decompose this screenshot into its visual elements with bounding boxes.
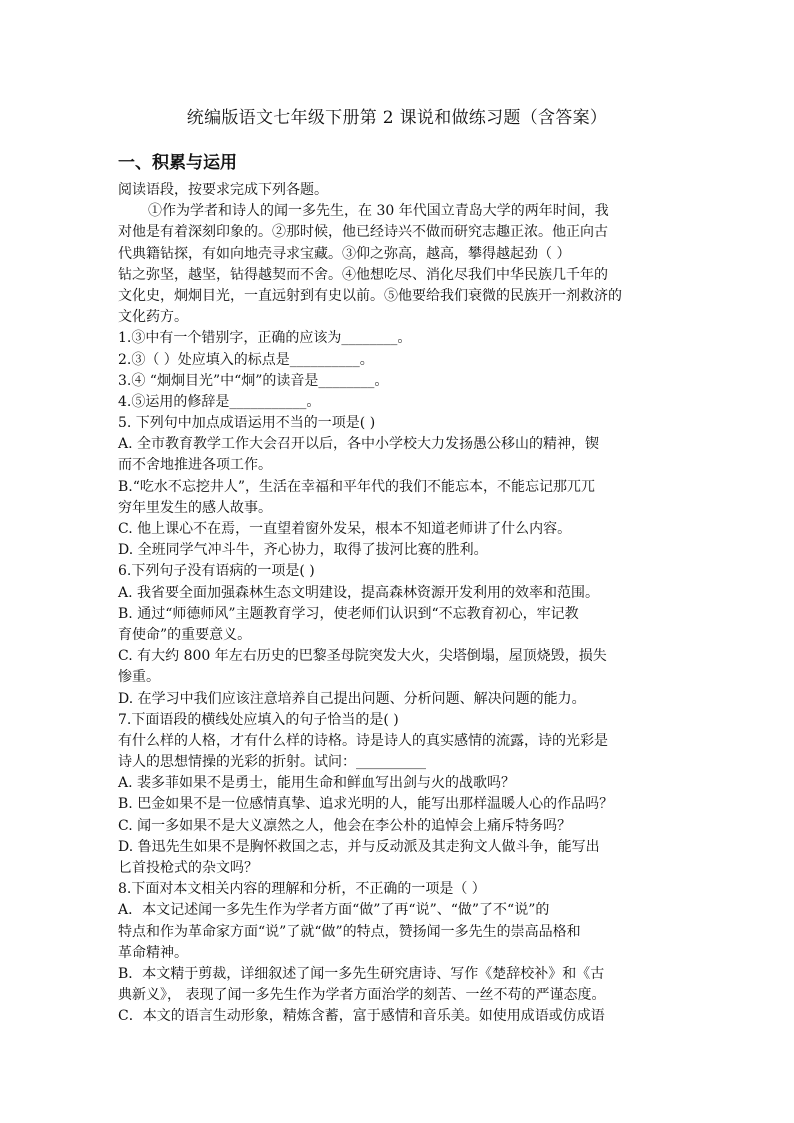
option-line: B．本文精于剪裁，详细叙述了闻一多先生研究唐诗、写作《楚辞校补》和《古 [118, 965, 605, 982]
option-line: A. 裴多菲如果不是勇士，能用生命和鲜血写出剑与火的战歌吗？ [118, 775, 516, 792]
option-line: 穷年里发生的感人故事。 [118, 499, 272, 516]
option-line: D. 全班同学气冲斗牛，齐心协力，取得了拔河比赛的胜利。 [118, 542, 488, 559]
question-line: 7.下面语段的横线处应填入的句子恰当的是( ) [118, 711, 399, 728]
option-line: 典新义》， 表现了闻一多先生作为学者方面治学的刻苦、一丝不苟的严谨态度。 [118, 987, 606, 1004]
passage-line: 诗人的思想情操的光彩的折射。试问：__________ [118, 754, 426, 771]
option-line: A. 我省要全面加强森林生态文明建设，提高森林资源开发利用的效率和范围。 [118, 584, 600, 601]
passage-line: 有什么样的人格，才有什么样的诗格。诗是诗人的真实感情的流露，诗的光彩是 [118, 732, 608, 749]
option-line: D. 鲁迅先生如果不是胸怀救国之志，并与反动派及其走狗文人做斗争，能写出 [118, 838, 600, 855]
question-line: 1.③中有一个错别字，正确的应该为________。 [118, 330, 412, 347]
option-line: C. 他上课心不在焉，一直望着窗外发呆，根本不知道老师讲了什么内容。 [118, 521, 572, 537]
option-line: 特点和作为革命家方面“说”了就“做”的特点，赞扬闻一多先生的崇高品格和 [118, 923, 581, 940]
document-body [118, 180, 684, 1028]
passage-line: 钻之弥坚，越坚，钻得越契而不舍。④他想吃尽、消化尽我们中华民族几千年的 [118, 266, 608, 283]
question-line: 5. 下列句中加点成语运用不当的一项是( ) [118, 415, 376, 432]
passage-line: 代典籍钻探，有如向地壳寻求宝藏。③仰之弥高，越高，攀得越起劲（ ） [118, 245, 571, 262]
option-line: C. 闻一多如果不是大义凛然之人，他会在李公朴的追悼会上痛斥特务吗？ [118, 817, 572, 834]
option-line: 而不舍地推进各项工作。 [118, 457, 272, 474]
option-line: A．本文记述闻一多先生作为学者方面“做”了再“说”、“做”了不“说”的 [118, 902, 550, 919]
instruction-line: 阅读语段，按要求完成下列各题。 [118, 182, 328, 198]
option-line: 革命精神。 [118, 944, 188, 961]
option-line: 匕首投枪式的杂文吗？ [118, 860, 258, 876]
document-title: 统编版语文七年级下册第 2 课说和做练习题（含答案） [186, 108, 608, 128]
option-line: C. 有大约 800 年左右历史的巴黎圣母院突发大火，尖塔倒塌，屋顶烧毁，损失 [118, 648, 607, 665]
passage-line: ①作为学者和诗人的闻一多先生，在 30 年代国立青岛大学的两年时间，我 [148, 203, 609, 220]
option-line: B. 通过“师德师风”主题教育学习，使老师们认识到“不忘教育初心，牢记教 [118, 605, 579, 622]
passage-line: 文化药方。 [118, 309, 188, 326]
passage-line: 对他是有着深刻印象的。②那时候，他已经诗兴不做而研究志趣正浓。他正向古 [118, 224, 608, 241]
option-line: D. 在学习中我们应该注意培养自己提出问题、分析问题、解决问题的能力。 [118, 690, 586, 707]
question-line: 3.④ “炯炯目光”中“炯”的读音是________。 [118, 372, 389, 389]
section-heading: 一、积累与运用 [118, 153, 237, 173]
option-line: A. 全市教育教学工作大会召开以后，各中小学校大力发扬愚公移山的精神，锲 [118, 436, 600, 453]
option-line: 育使命”的重要意义。 [118, 626, 252, 643]
question-line: 4.⑤运用的修辞是___________。 [118, 393, 321, 410]
question-line: 8.下面对本文相关内容的理解和分析，不正确的一项是（ ） [118, 881, 486, 898]
option-line: C．本文的语言生动形象，精炼含蓄，富于感情和音乐美。如使用成语或仿成语 [118, 1008, 605, 1025]
question-line: 2.③（ ）处应填入的标点是__________。 [118, 351, 374, 368]
passage-line: 文化史，炯炯目光，一直远射到有史以前。⑤他要给我们衰微的民族开一剂救济的 [118, 287, 622, 304]
option-line: 惨重。 [118, 669, 160, 686]
option-line: B. 巴金如果不是一位感情真挚、追求光明的人，能写出那样温暖人心的作品吗？ [118, 796, 614, 813]
option-line: B.“吃水不忘挖井人”，生活在幸福和平年代的我们不能忘本，不能忘记那兀兀 [118, 478, 596, 495]
question-line: 6.下列句子没有语病的一项是( ) [118, 563, 315, 580]
